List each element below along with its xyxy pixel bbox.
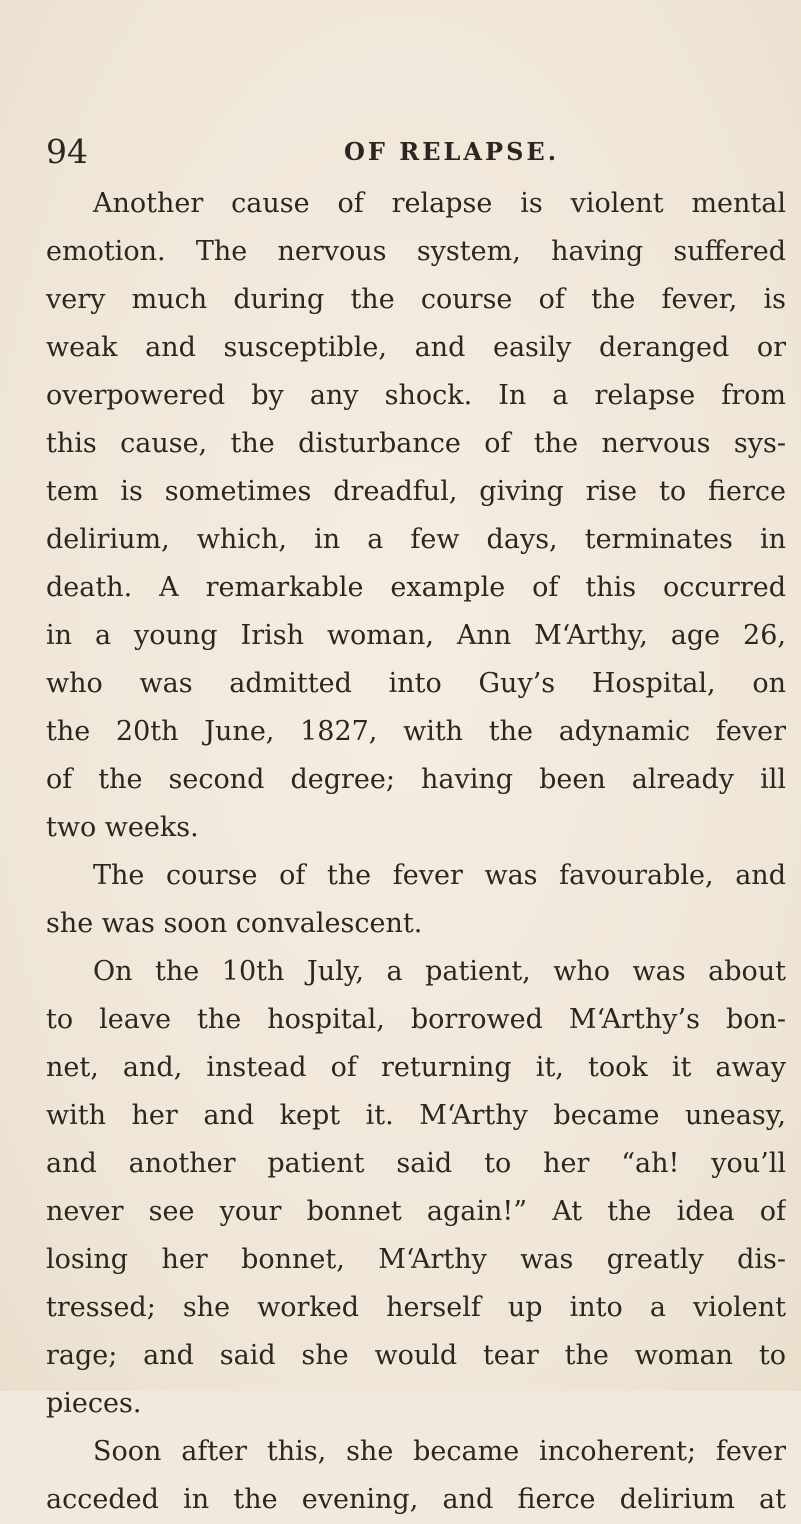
text-line: with her and kept it. M‘Arthy became uneasy, <box>46 1100 786 1131</box>
text-line: who was admitted into Guy’s Hospital, on <box>46 668 786 699</box>
text-line: in a young Irish woman, Ann M‘Arthy, age 26, <box>46 620 786 651</box>
page-number: 94 <box>46 132 88 171</box>
text-line: Soon after this, she became incoherent; fever <box>93 1436 786 1467</box>
text-line: tem is sometimes dreadful, giving rise to fierce <box>46 476 786 507</box>
text-line: never see your bonnet again!” At the idea of <box>46 1196 786 1227</box>
text-line: very much during the course of the fever, is <box>46 284 786 315</box>
text-line: net, and, instead of returning it, took it away <box>46 1052 786 1083</box>
text-line: The course of the fever was favourable, and <box>93 860 786 891</box>
text-line: Another cause of relapse is violent mental <box>93 188 786 219</box>
text-line: rage; and said she would tear the woman to <box>46 1340 786 1371</box>
text-line: the 20th June, 1827, with the adynamic fever <box>46 716 786 747</box>
body-text <box>46 180 786 1524</box>
text-line: two weeks. <box>46 812 199 843</box>
text-line: delirium, which, in a few days, terminates in <box>46 524 786 555</box>
text-line: of the second degree; having been already ill <box>46 764 786 795</box>
text-line: On the 10th July, a patient, who was about <box>93 956 786 987</box>
text-line: weak and susceptible, and easily deranged or <box>46 332 786 363</box>
text-line: tressed; she worked herself up into a violent <box>46 1292 786 1323</box>
text-line: death. A remarkable example of this occurred <box>46 572 786 603</box>
text-line: emotion. The nervous system, having suffered <box>46 236 786 267</box>
text-line: pieces. <box>46 1388 142 1419</box>
text-line: acceded in the evening, and fierce delirium at <box>46 1484 786 1515</box>
text-line: losing her bonnet, M‘Arthy was greatly dis- <box>46 1244 786 1275</box>
running-head <box>46 132 766 172</box>
text-line: to leave the hospital, borrowed M‘Arthy’s bon- <box>46 1004 786 1035</box>
text-line: and another patient said to her “ah! you’ll <box>46 1148 786 1179</box>
text-line: this cause, the disturbance of the nervous sys- <box>46 428 786 459</box>
text-line: overpowered by any shock. In a relapse from <box>46 380 786 411</box>
text-line: she was soon convalescent. <box>46 908 423 939</box>
running-title: OF RELAPSE. <box>344 137 560 166</box>
